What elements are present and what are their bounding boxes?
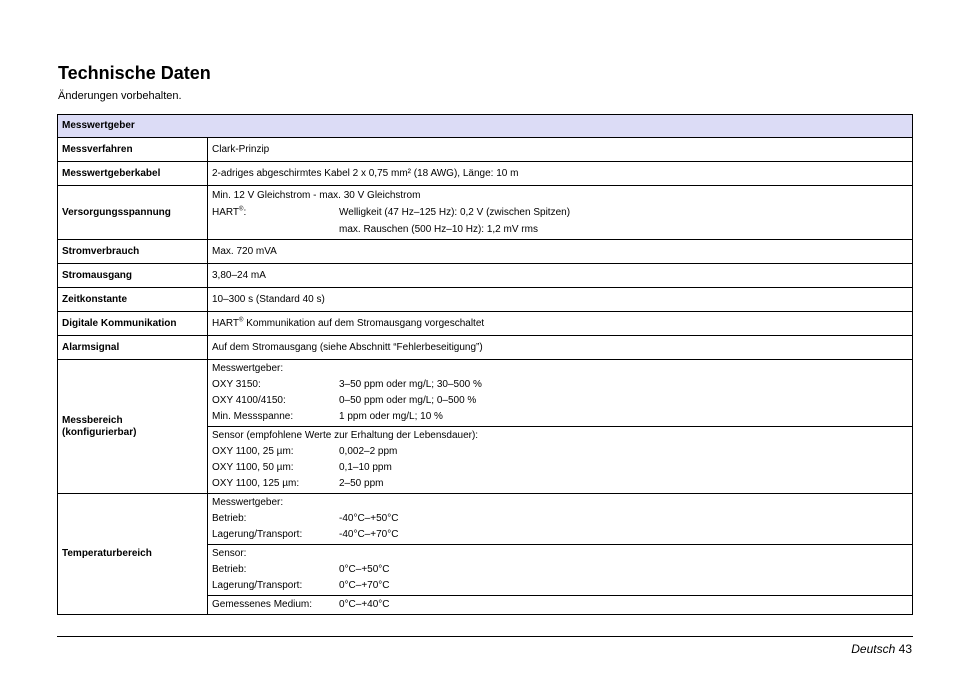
value-line: [212, 511, 908, 527]
row-label: Digitale Kommunikation: [58, 312, 208, 336]
value-line: [212, 476, 908, 492]
row-label: Messwertgeberkabel: [58, 162, 208, 186]
footer-language: Deutsch: [851, 642, 896, 656]
hart-text: HART: [212, 207, 240, 218]
value-key: OXY 3150:: [212, 379, 261, 390]
value-key: OXY 4100/4150:: [212, 395, 286, 406]
row-label: Stromverbrauch: [58, 240, 208, 264]
value-text: 0–50 ppm oder mg/L; 0–500 %: [339, 395, 477, 406]
table-row: [58, 312, 913, 336]
value-line: [212, 377, 908, 393]
spec-table: [57, 114, 913, 615]
value-text: 2–50 ppm: [339, 478, 384, 489]
row-value: Auf dem Stromausgang (siehe Abschnitt “Fehlerbeseitigung”): [208, 336, 913, 360]
value-text: 0°C–+70°C: [339, 580, 390, 591]
value-key: Lagerung/Transport:: [212, 580, 303, 591]
row-value: 3,80–24 mA: [208, 264, 913, 288]
page-footer: [851, 642, 912, 656]
value-line: [212, 546, 908, 562]
value-text: -40°C–+50°C: [339, 513, 399, 524]
page-title: Technische Daten: [58, 63, 211, 83]
table-row: [58, 336, 913, 360]
value-line: [212, 409, 908, 425]
row-value: 10–300 s (Standard 40 s): [208, 288, 913, 312]
table-row: [58, 186, 913, 240]
table-row: [58, 240, 913, 264]
row-label: Alarmsignal: [58, 336, 208, 360]
row-value: [208, 312, 913, 336]
value-text: 0,002–2 ppm: [339, 446, 398, 457]
value-heading: Messwertgeber:: [212, 363, 284, 374]
registered-mark: ®: [239, 317, 244, 324]
value-key: Betrieb:: [212, 564, 247, 575]
value-key: Betrieb:: [212, 513, 247, 524]
value-line: [212, 562, 908, 578]
row-value: [208, 427, 913, 494]
row-value: [208, 596, 913, 615]
page-subtitle: Änderungen vorbehalten.: [58, 90, 182, 102]
row-value: [208, 494, 913, 545]
value-heading: Sensor:: [212, 548, 247, 559]
value-text: Welligkeit (47 Hz–125 Hz): 0,2 V (zwischen Spitzen): [339, 207, 571, 218]
value-text: 0°C–+40°C: [339, 599, 390, 610]
value-key: Lagerung/Transport:: [212, 529, 303, 540]
value-key: OXY 1100, 125 µm:: [212, 478, 300, 489]
row-value: [208, 360, 913, 427]
value-line: [212, 204, 908, 221]
row-value: Clark-Prinzip: [208, 138, 913, 162]
footer-divider: [57, 636, 913, 637]
label-line: Messbereich: [62, 414, 123, 426]
table-header-row: [58, 115, 913, 138]
value-text: 0°C–+50°C: [339, 564, 390, 575]
value-line: [212, 460, 908, 476]
row-value: [208, 186, 913, 240]
row-label: [58, 360, 208, 494]
value-text: Min. 12 V Gleichstrom - max. 30 V Gleichstrom: [212, 190, 421, 201]
value-heading: Sensor (empfohlene Werte zur Erhaltung der Lebensdauer):: [212, 430, 479, 441]
value-line: [212, 578, 908, 594]
row-label: Versorgungsspannung: [58, 186, 208, 240]
table-row: [58, 494, 913, 545]
value-key: Min. Messspanne:: [212, 411, 294, 422]
table-row: [58, 138, 913, 162]
value-key: OXY 1100, 50 µm:: [212, 462, 294, 473]
value-heading: Messwertgeber:: [212, 497, 284, 508]
colon-text: :: [243, 207, 247, 218]
label-line: (konfigurierbar): [62, 426, 137, 438]
value-text: Kommunikation auf dem Stromausgang vorgeschaltet: [243, 317, 485, 329]
row-label: Temperaturbereich: [58, 494, 208, 615]
table-row: [58, 288, 913, 312]
value-key: [212, 204, 339, 221]
value-line: [212, 393, 908, 409]
value-key: Gemessenes Medium:: [212, 599, 313, 610]
value-line: [212, 527, 908, 543]
row-label: Stromausgang: [58, 264, 208, 288]
value-key: [212, 221, 339, 238]
value-line: [212, 495, 908, 511]
registered-mark: ®: [239, 206, 244, 213]
value-text: 0,1–10 ppm: [339, 462, 392, 473]
table-row: [58, 162, 913, 186]
row-value: Max. 720 mVA: [208, 240, 913, 264]
value-text: max. Rauschen (500 Hz–10 Hz): 1,2 mV rms: [339, 224, 538, 235]
row-label: Zeitkonstante: [58, 288, 208, 312]
page-number: 43: [898, 642, 912, 656]
table-row: [58, 264, 913, 288]
value-line: [212, 221, 908, 238]
value-line: [212, 428, 908, 444]
row-value: 2-adriges abgeschirmtes Kabel 2 x 0,75 mm² (18 AWG), Länge: 10 m: [208, 162, 913, 186]
value-line: [212, 444, 908, 460]
value-text: 3–50 ppm oder mg/L; 30–500 %: [339, 379, 482, 390]
value-line: [212, 597, 908, 613]
row-value: [208, 545, 913, 596]
value-line: [212, 187, 908, 204]
value-text: 1 ppm oder mg/L; 10 %: [339, 411, 443, 422]
value-line: [212, 361, 908, 377]
hart-text: HART: [212, 317, 240, 329]
value-key: OXY 1100, 25 µm:: [212, 446, 294, 457]
value-text: -40°C–+70°C: [339, 529, 399, 540]
table-header: Messwertgeber: [58, 115, 913, 138]
table-row: [58, 360, 913, 427]
row-label: Messverfahren: [58, 138, 208, 162]
